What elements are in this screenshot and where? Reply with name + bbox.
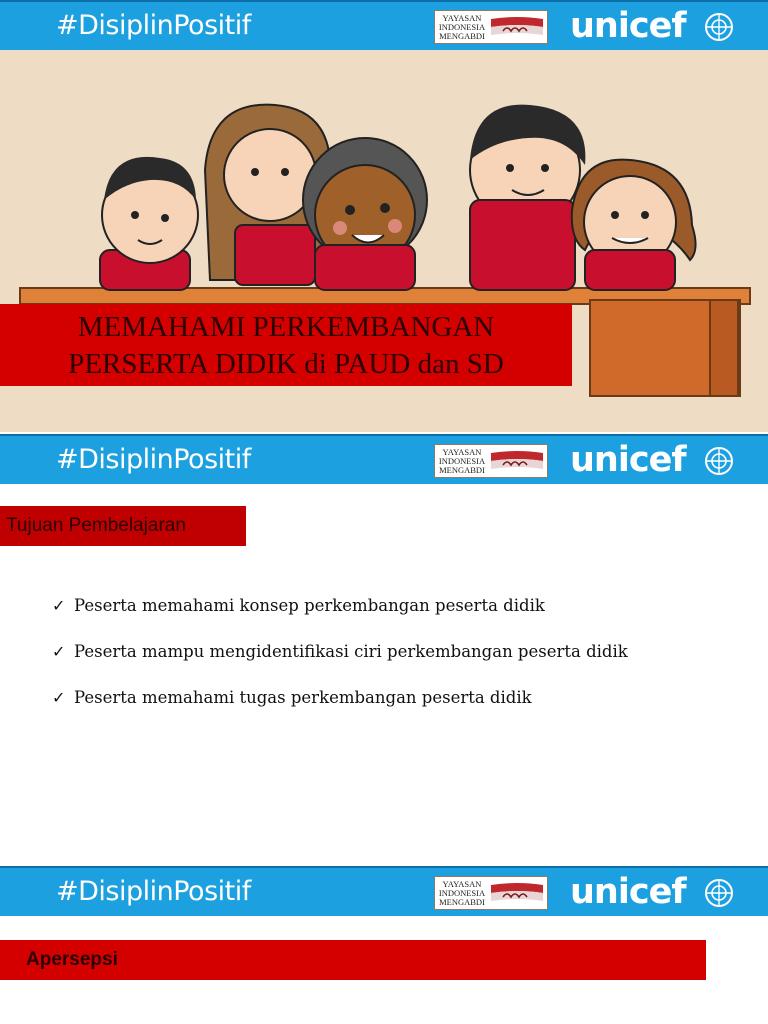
unicef-globe-icon	[704, 878, 734, 908]
slide-title-line-2: PERSERTA DIDIK di PAUD dan SD	[68, 348, 504, 380]
yayasan-logo	[434, 10, 548, 44]
unicef-logo: unicef	[570, 872, 686, 912]
hashtag-label: #DisiplinPositif	[56, 876, 251, 907]
flag-icon	[489, 449, 545, 473]
section-label-box	[0, 506, 246, 546]
check-icon: ✓	[52, 642, 66, 661]
slide-title-line-1: MEMAHAMI PERKEMBANGAN	[77, 311, 495, 343]
section-label-box	[0, 940, 706, 980]
check-icon: ✓	[52, 688, 66, 707]
slide-header	[0, 0, 768, 50]
yayasan-logo-text: YAYASAN INDONESIA MENGABDI	[438, 13, 486, 41]
slide-header	[0, 434, 768, 484]
hashtag-label: #DisiplinPositif	[56, 444, 251, 475]
section-label: Tujuan Pembelajaran	[6, 515, 186, 536]
yayasan-logo-text: YAYASAN INDONESIA MENGABDI	[438, 447, 486, 475]
flag-icon	[489, 15, 545, 39]
unicef-globe-icon	[704, 446, 734, 476]
unicef-logo: unicef	[570, 440, 686, 480]
slide-header	[0, 866, 768, 916]
hashtag-label: #DisiplinPositif	[56, 10, 251, 41]
slide-title-box	[0, 304, 572, 386]
slide-1	[0, 0, 768, 432]
section-label: Apersepsi	[26, 949, 118, 970]
unicef-globe-icon	[704, 12, 734, 42]
check-icon: ✓	[52, 596, 66, 615]
yayasan-logo-text: YAYASAN INDONESIA MENGABDI	[438, 879, 486, 907]
yayasan-logo	[434, 876, 548, 910]
slide-3	[0, 866, 768, 1024]
yayasan-logo	[434, 444, 548, 478]
unicef-logo: unicef	[570, 6, 686, 46]
flag-icon	[489, 881, 545, 905]
